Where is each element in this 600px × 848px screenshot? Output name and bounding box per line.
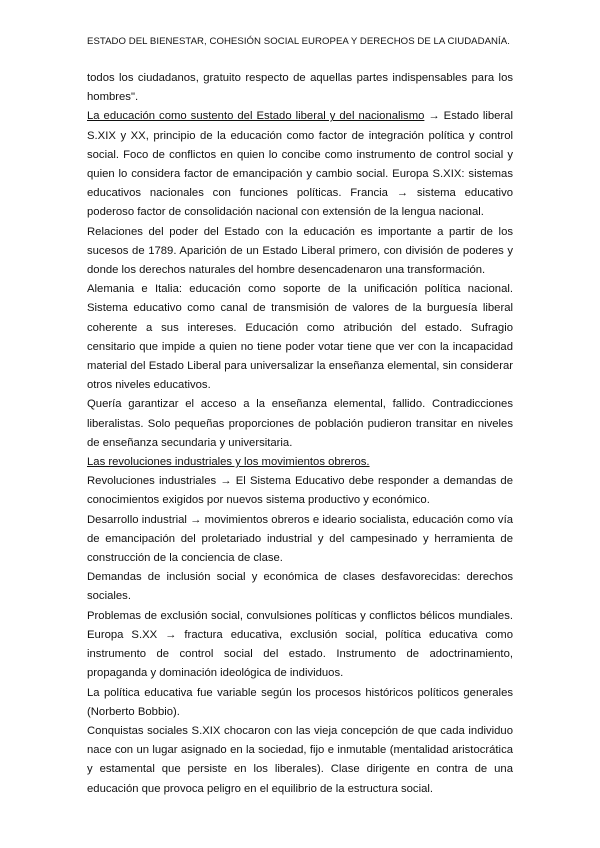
paragraph: Relaciones del poder del Estado con la educación es importante a partir de los sucesos de 1789. Aparición de un Estado Liberal primero, con división de poderes y donde los derechos naturales del hombre desencadenaron una transformación. (87, 225, 513, 277)
running-header: ESTADO DEL BIENESTAR, COHESIÓN SOCIAL EUROPEA Y DERECHOS DE LA CIUDADANÍA. (87, 36, 510, 47)
paragraph-text: → Estado liberal S.XIX y XX, principio de la educación como factor de integración política y control social. Foco de conflictos en quien lo concibe como instrumento de control social y quien lo considera factor de emancipación y cambio social. Europa S.XIX: sistemas educativos nacionales con funciones políticas. Francia → sistema educativo poderoso factor de consolidación nacional con extensión de la lengua nacional. (87, 110, 513, 219)
paragraph: Desarrollo industrial → movimientos obreros e ideario socialista, educación como vía de emancipación del proletariado industrial y del campesinado y herramienta de construcción de la conciencia de clase. (87, 513, 513, 565)
body-text (87, 69, 513, 799)
paragraph: Revoluciones industriales → El Sistema Educativo debe responder a demandas de conocimientos exigidos por nuevos sistema productivo y económico. (87, 475, 513, 507)
paragraph: La política educativa fue variable según los procesos históricos políticos generales (Norberto Bobbio). (87, 686, 513, 718)
paragraph: todos los ciudadanos, gratuito respecto de aquellas partes indispensables para los hombres". (87, 72, 513, 104)
paragraph: Alemania e Italia: educación como soporte de la unificación política nacional. Sistema educativo como canal de transmisión de valores de la burguesía liberal coherente a sus intereses. Educación como atribución del estado. Sufragio censitario que impide a quien no tiene poder votar tiene que ver con la incapacidad material del Estado Liberal para universalizar la enseñanza elemental, sin considerar otros niveles educativos. (87, 283, 513, 392)
section-heading: Las revoluciones industriales y los movimientos obreros. (87, 456, 370, 469)
paragraph: Quería garantizar el acceso a la enseñanza elemental, fallido. Contradicciones liberalistas. Solo pequeñas proporciones de población pudieron transitar en niveles de enseñanza secundaria y universitaria. (87, 398, 513, 449)
section-heading: La educación como sustento del Estado liberal y del nacionalismo (87, 110, 425, 123)
paragraph: Problemas de exclusión social, convulsiones políticas y conflictos bélicos mundiales. Europa S.XX → fractura educativa, exclusión social, política educativa como instrumento de control social del estado. Instrumento de adoctrinamiento, propaganda y dominación ideológica de individuos. (87, 609, 513, 680)
paragraph: Demandas de inclusión social y económica de clases desfavorecidas: derechos sociales. (87, 571, 513, 603)
paragraph: Conquistas sociales S.XIX chocaron con las vieja concepción de que cada individuo nace con un lugar asignado en la sociedad, fijo e inmutable (mentalidad aristocrática y estamental que persiste en los liberales). Clase dirigente en contra de una educación que provoca peligro en el equilibrio de la estructura social. (87, 724, 513, 795)
paragraph-with-heading (87, 107, 513, 222)
